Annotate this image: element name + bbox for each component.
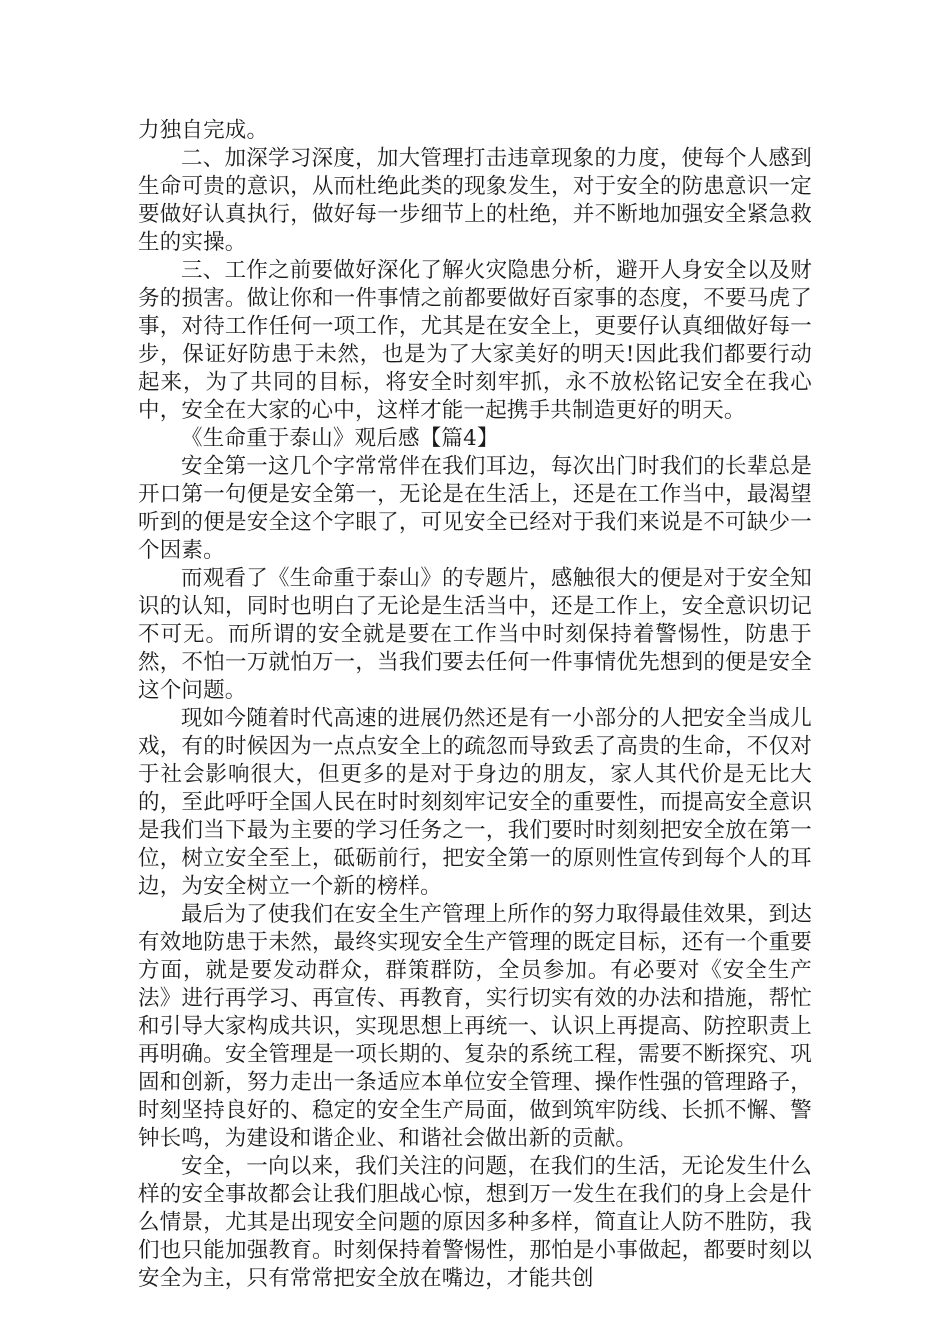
paragraph-management: 最后为了使我们在安全生产管理上所作的努力取得最佳效果，到达有效地防患于未然，最终实现安全生产管理的既定目标，还有一个重要方面，就是要发动群众，群策群防，全员参加。有必要对《安全生产法》进行再学习、再宣传、再教育，实行切实有效的办法和措施，帮忙和引导大家构成共识，实现思想上再统一、认识上再提高、防控职责上再明确。安全管理是一项长期的、复杂的系统工程，需要不断探究、巩固和创新，努力走出一条适应本单位安全管理、操作性强的管理路子，时刻坚持良好的、稳定的安全生产局面，做到筑牢防线、长抓不懈、警钟长鸣，为建设和谐企业、和谐社会做出新的贡献。 [138,902,812,1151]
section-heading: 《生命重于泰山》观后感【篇4】 [181,426,499,451]
paragraph-item-two: 二、加深学习深度，加大管理打击违章现象的力度，使每个人感到生命可贵的意识，从而杜绝此类的现象发生，对于安全的防患意识一定要做好认真执行，做好每一步细节上的杜绝，并不断地加强安全紧急救生的实操。 [138,146,812,255]
paragraph-item-three: 三、工作之前要做好深化了解火灾隐患分析，避开人身安全以及财务的损害。做让你和一件事情之前都要做好百家事的态度，不要马虎了事，对待工作任何一项工作，尤其是在安全上，更要仔认真细做好每一步，保证好防患于未然，也是为了大家美好的明天!因此我们都要行动起来，为了共同的目标，将安全时刻牢抓，永不放松铭记安全在我心中，安全在大家的心中，这样才能一起携手共制造更好的明天。 [138,258,812,423]
paragraph-conclusion: 安全，一向以来，我们关注的问题，在我们的生活，无论发生什么样的安全事故都会让我们胆战心惊，想到万一发生在我们的身上会是什么情景，尤其是出现安全问题的原因多种多样，简直让人防不胜防，我们也只能加强教育。时刻保持着警惕性，那怕是小事做起，都要时刻以安全为主，只有常常把安全放在嘴边，才能共创 [138,1154,812,1291]
paragraph-continuation: 力独自完成。 [138,118,269,143]
document-page [138,117,812,1293]
paragraph-documentary: 而观看了《生命重于泰山》的专题片，感触很大的便是对于安全知识的认知，同时也明白了无论是生活当中，还是工作上，安全意识切记不可无。而所谓的安全就是要在工作当中时刻保持着警惕性，防患于然，不怕一万就怕万一，当我们要去任何一件事情优先想到的便是安全这个问题。 [138,566,812,703]
paragraph-awareness: 现如今随着时代高速的进展仍然还是有一小部分的人把安全当成儿戏，有的时候因为一点点安全上的疏忽而导致丢了高贵的生命，不仅对于社会影响很大，但更多的是对于身边的朋友，家人其代价是无比大的，至此呼吁全国人民在时时刻刻牢记安全的重要性，而提高安全意识是我们当下最为主要的学习任务之一，我们要时时刻刻把安全放在第一位，树立安全至上，砥砺前行，把安全第一的原则性宣传到每个人的耳边，为安全树立一个新的榜样。 [138,706,812,899]
paragraph-safety-first: 安全第一这几个字常常伴在我们耳边，每次出门时我们的长辈总是开口第一句便是安全第一，无论是在生活上，还是在工作当中，最渴望听到的便是安全这个字眼了，可见安全已经对于我们来说是不可缺少一个因素。 [138,454,812,563]
